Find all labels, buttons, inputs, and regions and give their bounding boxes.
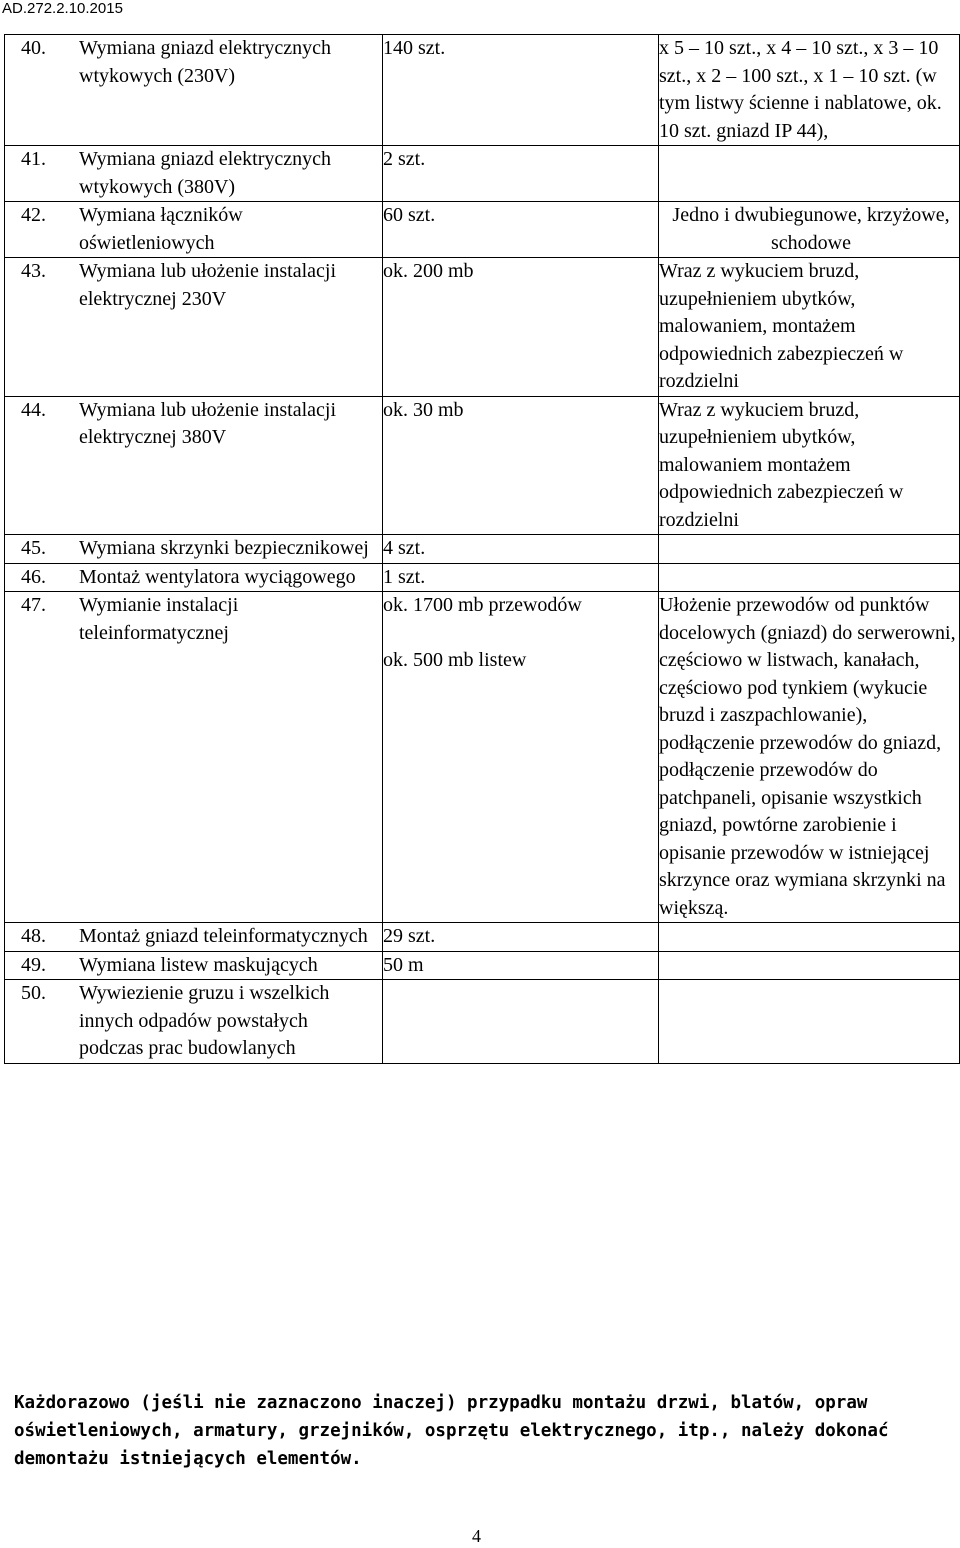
item-note: Wraz z wykuciem bruzd, uzupełnieniem ubytków, malowaniem, montażem odpowiednich zabezpieczeń w rozdzielni: [659, 258, 960, 397]
item-quantity: 29 szt.: [383, 923, 659, 952]
item-quantity: 140 szt.: [383, 35, 659, 146]
work-items-table: [4, 34, 960, 1064]
item-quantity: 4 szt.: [383, 535, 659, 564]
item-cell: [5, 592, 383, 923]
item-description: Wywiezienie gruzu i wszelkich innych odpadów powstałych podczas prac budowlanych: [79, 982, 330, 1059]
item-cell: [5, 923, 383, 952]
table-row: [5, 396, 960, 535]
item-number: 49.: [21, 953, 46, 976]
item-cell: [5, 535, 383, 564]
item-quantity: 1 szt.: [383, 563, 659, 592]
item-cell: [5, 35, 383, 146]
item-description: Wymianie instalacji teleinformatycznej: [79, 594, 239, 644]
table-row: [5, 535, 960, 564]
item-note: Wraz z wykuciem bruzd, uzupełnieniem ubytków, malowaniem montażem odpowiednich zabezpieczeń w rozdzielni: [659, 396, 960, 535]
item-description: Wymiana lub ułożenie instalacji elektrycznej 380V: [79, 398, 337, 448]
item-quantity: 60 szt.: [383, 202, 659, 258]
item-cell: [5, 951, 383, 980]
item-note: [659, 923, 960, 952]
table-row: [5, 563, 960, 592]
item-number: 40.: [21, 37, 46, 59]
item-quantity: ok. 1700 mb przewodów: [383, 594, 582, 616]
item-cell: [5, 202, 383, 258]
document-code: AD.272.2.10.2015: [2, 0, 123, 17]
item-description: Wymiana łączników oświetleniowych: [79, 204, 243, 254]
item-note: [659, 980, 960, 1064]
table-row: [5, 592, 960, 923]
table-row: [5, 258, 960, 397]
item-number: 43.: [21, 260, 46, 282]
item-quantity: [383, 980, 659, 1064]
item-note: x 5 – 10 szt., x 4 – 10 szt., x 3 – 10 szt., x 2 – 100 szt., x 1 – 10 szt. (w tym listwy ścienne i nablatowe, ok. 10 szt. gniazd IP 44),: [659, 35, 960, 146]
item-note: [659, 951, 960, 980]
table-row: [5, 146, 960, 202]
item-cell: [5, 396, 383, 535]
item-number: 45.: [21, 537, 46, 559]
item-number: 46.: [21, 565, 46, 588]
item-note: [659, 146, 960, 202]
item-number: 48.: [21, 925, 46, 947]
item-number: 50.: [21, 982, 46, 1004]
item-number: 42.: [21, 204, 46, 226]
table-row: [5, 202, 960, 258]
item-quantity: ok. 200 mb: [383, 258, 659, 397]
item-quantity: 50 m: [383, 951, 659, 980]
page-number: 4: [472, 1526, 481, 1546]
item-note: Ułożenie przewodów od punktów docelowych (gniazd) do serwerowni, częściowo w listwach, kanałach, częściowo pod tynkiem (wykucie bruzd i zaszpachlowanie), podłączenie przewodów do gniazd, podłączenie przewodów do patchpaneli, opisanie wszystkich gniazd, powtórne zarobienie i opisanie przewodów w istniejącej skrzynce oraz wymiana skrzynki na większą.: [659, 592, 960, 923]
table-row: [5, 951, 960, 980]
item-description: Wymiana gniazd elektrycznych wtykowych (380V): [79, 148, 332, 198]
item-cell: [5, 258, 383, 397]
item-description: Wymiana skrzynki bezpiecznikowej: [79, 537, 369, 559]
item-description: Montaż gniazd teleinformatycznych: [79, 925, 368, 947]
item-quantity-secondary: ok. 500 mb listew: [383, 648, 527, 671]
item-description: Montaż wentylatora wyciągowego: [79, 565, 356, 588]
table-row: [5, 35, 960, 146]
item-cell: [5, 980, 383, 1064]
item-number: 44.: [21, 398, 46, 421]
item-note: [659, 535, 960, 564]
item-description: Wymiana gniazd elektrycznych wtykowych (230V): [79, 37, 332, 87]
footnote: Każdorazowo (jeśli nie zaznaczono inaczej) przypadku montażu drzwi, blatów, opraw oświetleniowych, armatury, grzejników, osprzętu elektrycznego, itp., należy dokonać demontażu istniejących elementów.: [14, 1393, 889, 1469]
item-number: 41.: [21, 148, 46, 170]
item-quantity: 2 szt.: [383, 146, 659, 202]
table-row: [5, 923, 960, 952]
item-number: 47.: [21, 594, 46, 616]
item-description: Wymiana listew maskujących: [79, 953, 318, 976]
table-row: [5, 980, 960, 1064]
item-quantity-cell: [383, 592, 659, 923]
item-quantity: ok. 30 mb: [383, 396, 659, 535]
item-description: Wymiana lub ułożenie instalacji elektrycznej 230V: [79, 260, 337, 310]
item-note: Jedno i dwubiegunowe, krzyżowe, schodowe: [659, 202, 960, 258]
item-cell: [5, 563, 383, 592]
item-cell: [5, 146, 383, 202]
item-note: [659, 563, 960, 592]
